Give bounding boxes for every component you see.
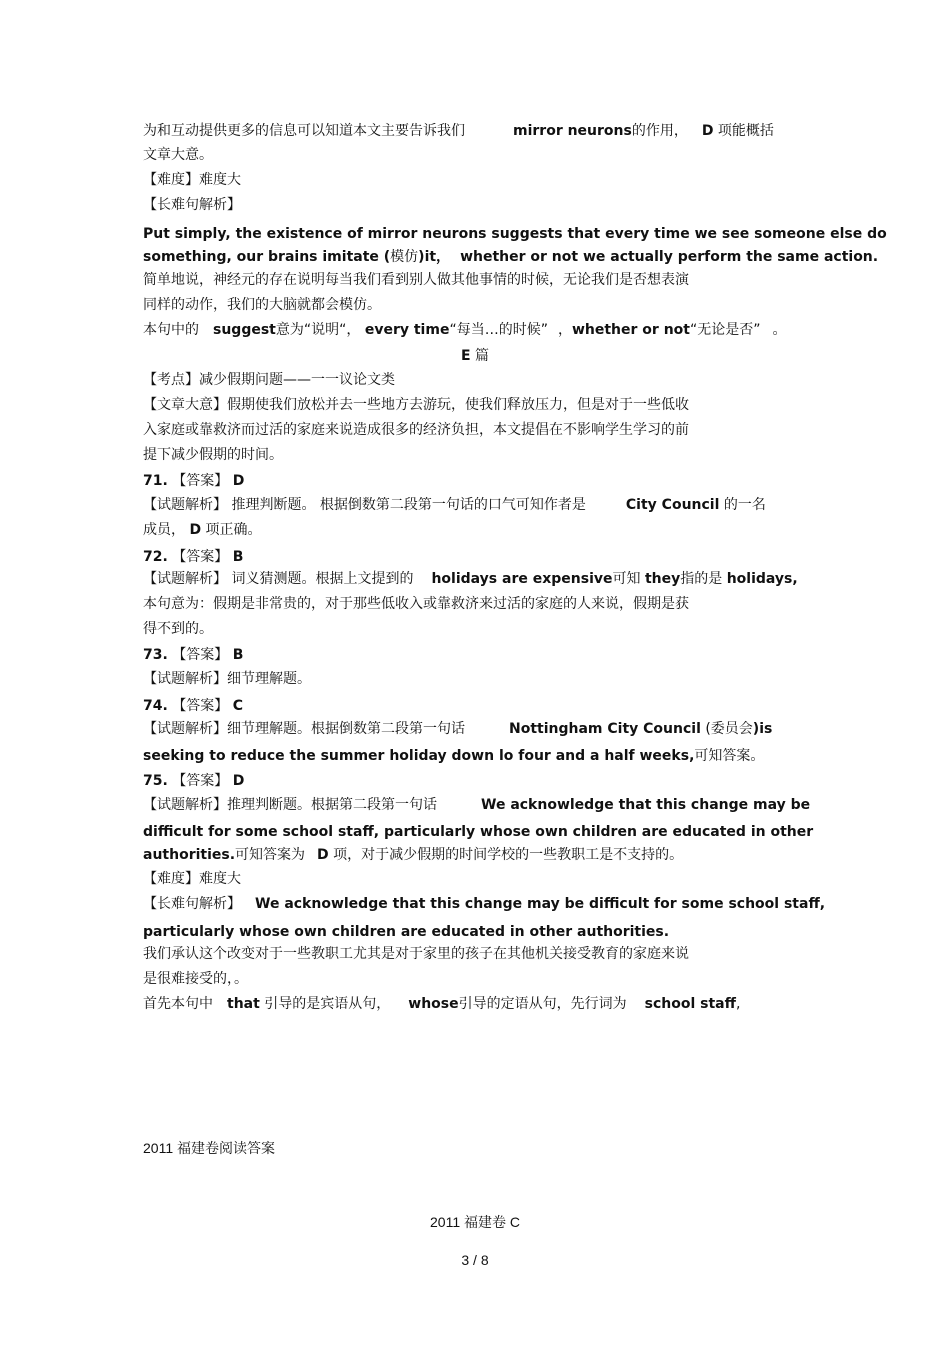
text: 本句意为：假期是非常贵的，对于那些低收入或靠救济来过活的家庭的人来说，假期是获 [143, 596, 689, 612]
text: 【答案】 [172, 549, 229, 565]
text: whether or not we actually perform the same action. [460, 249, 879, 265]
text-line [143, 823, 814, 841]
answer-letter: C [232, 698, 243, 714]
text: 是很难接受的，。 [143, 971, 248, 987]
answer-73 [143, 646, 811, 664]
question-number: 74. [143, 698, 168, 714]
text: )it， [418, 249, 451, 265]
bold-text: D [317, 847, 329, 863]
text: 可知答案。 [694, 748, 765, 764]
text: 3 / 8 [461, 1252, 489, 1268]
text-line [143, 595, 811, 613]
text-line [143, 796, 811, 814]
bold-text: holidays are expensive [431, 571, 613, 587]
difficulty-label [143, 870, 811, 888]
text: 入家庭或靠救济而过活的家庭来说造成很多的经济负担，本文提倡在不影响学生学习的前 [143, 422, 689, 438]
text: “无论是否” [689, 322, 761, 338]
text-line [143, 146, 811, 164]
text: 项正确。 [205, 522, 262, 538]
text: 我们承认这个改变对于一些教职工尤其是对于家里的孩子在其他机关接受教育的家庭来说 [143, 946, 689, 962]
text-line [143, 248, 879, 266]
text: particularly whose own children are educated in other authorities. [143, 924, 670, 940]
text: 【长难句解析】 [143, 197, 241, 213]
answer-71 [143, 472, 811, 490]
text-line [143, 446, 811, 464]
text: 。 [772, 322, 787, 338]
text: 【试题解析】 推理判断题。 根据倒数第二段第一句话的口气可知作者是 [143, 497, 586, 513]
bold-text: that [227, 996, 260, 1012]
question-number: 73. [143, 647, 168, 663]
text: Put simply, the existence of mirror neurons suggests that every time we see someone else do [143, 226, 887, 242]
text: 【难度】难度大 [143, 871, 241, 887]
question-number: 75. [143, 773, 168, 789]
bold-text: whose [408, 996, 459, 1012]
text-line [143, 122, 811, 140]
text: 文章大意。 [143, 147, 213, 163]
bold-text: Nottingham City Council [509, 721, 701, 737]
text-line [143, 895, 826, 913]
text: 得不到的。 [143, 621, 213, 637]
text: 提下减少假期的时间。 [143, 447, 283, 463]
text: 项，对于减少假期的时间学校的一些教职工是不支持的。 [333, 847, 684, 863]
text-line [143, 225, 887, 243]
text: 【试题解析】细节理解题。 [143, 671, 311, 687]
text: 意为“说明“， [275, 322, 361, 338]
question-number: 72. [143, 549, 168, 565]
text-line [143, 521, 811, 539]
text: 简单地说，神经元的存在说明每当我们看到别人做其他事情的时候，无论我们是否想表演 [143, 272, 689, 288]
bold-text: suggest [213, 322, 276, 338]
text-line [143, 296, 811, 314]
text: , [735, 996, 741, 1012]
text: 的一名 [723, 497, 766, 513]
bold-text: every time [364, 322, 450, 338]
difficulty-label [143, 171, 811, 189]
answer-letter: B [232, 549, 244, 565]
bold-text: D [189, 522, 202, 538]
bold-text: school staff [644, 996, 736, 1012]
text: something, our brains imitate ( [143, 249, 391, 265]
answer-75 [143, 772, 811, 790]
text: 引导的定语从句，先行词为 [458, 996, 627, 1012]
text: 为和互动提供更多的信息可以知道本文主要告诉我们 [143, 123, 465, 139]
text: 【试题解析】 词义猜测题。根据上文提到的 [143, 571, 414, 587]
text: 【难度】难度大 [143, 172, 241, 188]
answer-74 [143, 697, 811, 715]
text: 指的是 [680, 571, 723, 587]
text: 【答案】 [172, 473, 229, 489]
text-line [143, 570, 811, 588]
text-line [143, 620, 811, 638]
subsection-title [0, 1213, 950, 1231]
text-line [143, 923, 811, 941]
bold-text: they [644, 571, 681, 587]
text-line [143, 846, 811, 864]
text-line [143, 321, 811, 339]
text: 项能概括 [717, 123, 774, 139]
text: 成员， [143, 522, 185, 538]
text: 【试题解析】细节理解题。根据倒数第二段第一句话 [143, 721, 465, 737]
analysis-label [143, 196, 811, 214]
text: 2011 福建卷阅读答案 [143, 1140, 275, 1156]
text: 引导的是宾语从句， [264, 996, 391, 1012]
bold-text: We acknowledge that this change may be difficult for some school staff, [255, 896, 826, 912]
bold-text: )is [752, 721, 773, 737]
text: 【答案】 [172, 773, 229, 789]
answer-72 [143, 548, 811, 566]
text-line [143, 945, 811, 963]
text: “每当…的时候” [449, 322, 548, 338]
text-line [143, 747, 811, 765]
text-line [143, 970, 811, 988]
question-number: 71. [143, 473, 168, 489]
text: 篇 [475, 348, 490, 364]
text: 的作用， [631, 123, 688, 139]
section-title [143, 1139, 811, 1157]
text-line [143, 496, 811, 514]
bold-text: We acknowledge that this change may be [481, 797, 811, 813]
text-line [143, 995, 811, 1013]
bold-text: D [701, 123, 714, 139]
text: 【考点】减少假期问题——一一议论文类 [143, 372, 395, 388]
text: 首先本句中 [143, 996, 213, 1012]
section-heading [0, 347, 950, 365]
text: 【试题解析】推理判断题。根据第二段第一句话 [143, 797, 437, 813]
text: difficult for some school staff, particularly whose own children are educated in other [143, 824, 814, 840]
text: 【长难句解析】 [143, 896, 241, 912]
bold-text: E [460, 348, 471, 364]
answer-letter: B [232, 647, 244, 663]
text-line [143, 670, 811, 688]
bold-text: holidays, [726, 571, 798, 587]
text: ， [557, 322, 572, 338]
answer-letter: D [232, 473, 245, 489]
text: 本句中的 [143, 322, 199, 338]
text-line [143, 396, 811, 414]
bold-text: mirror neurons [513, 123, 632, 139]
text: 可知答案为 [235, 847, 306, 863]
answer-letter: D [232, 773, 245, 789]
bold-text: authorities. [143, 847, 236, 863]
text-line [143, 421, 811, 439]
text: 【答案】 [172, 647, 229, 663]
bold-text: whether or not [571, 322, 690, 338]
text: 2011 福建卷 C [430, 1214, 520, 1230]
page-number [0, 1251, 950, 1269]
text-line [143, 271, 811, 289]
text: 同样的动作，我们的大脑就都会模仿。 [143, 297, 381, 313]
text: (委员会 [705, 721, 753, 737]
text: 【文章大意】假期使我们放松并去一些地方去游玩，使我们释放压力，但是对于一些低收 [143, 397, 689, 413]
text: 模仿 [390, 249, 419, 265]
bold-text: seeking to reduce the summer holiday down lo four and a half weeks, [143, 748, 695, 764]
bold-text: City Council [625, 497, 720, 513]
text-line [143, 371, 811, 389]
text: 【答案】 [172, 698, 229, 714]
text-line [143, 720, 811, 738]
text: 可知 [612, 571, 641, 587]
